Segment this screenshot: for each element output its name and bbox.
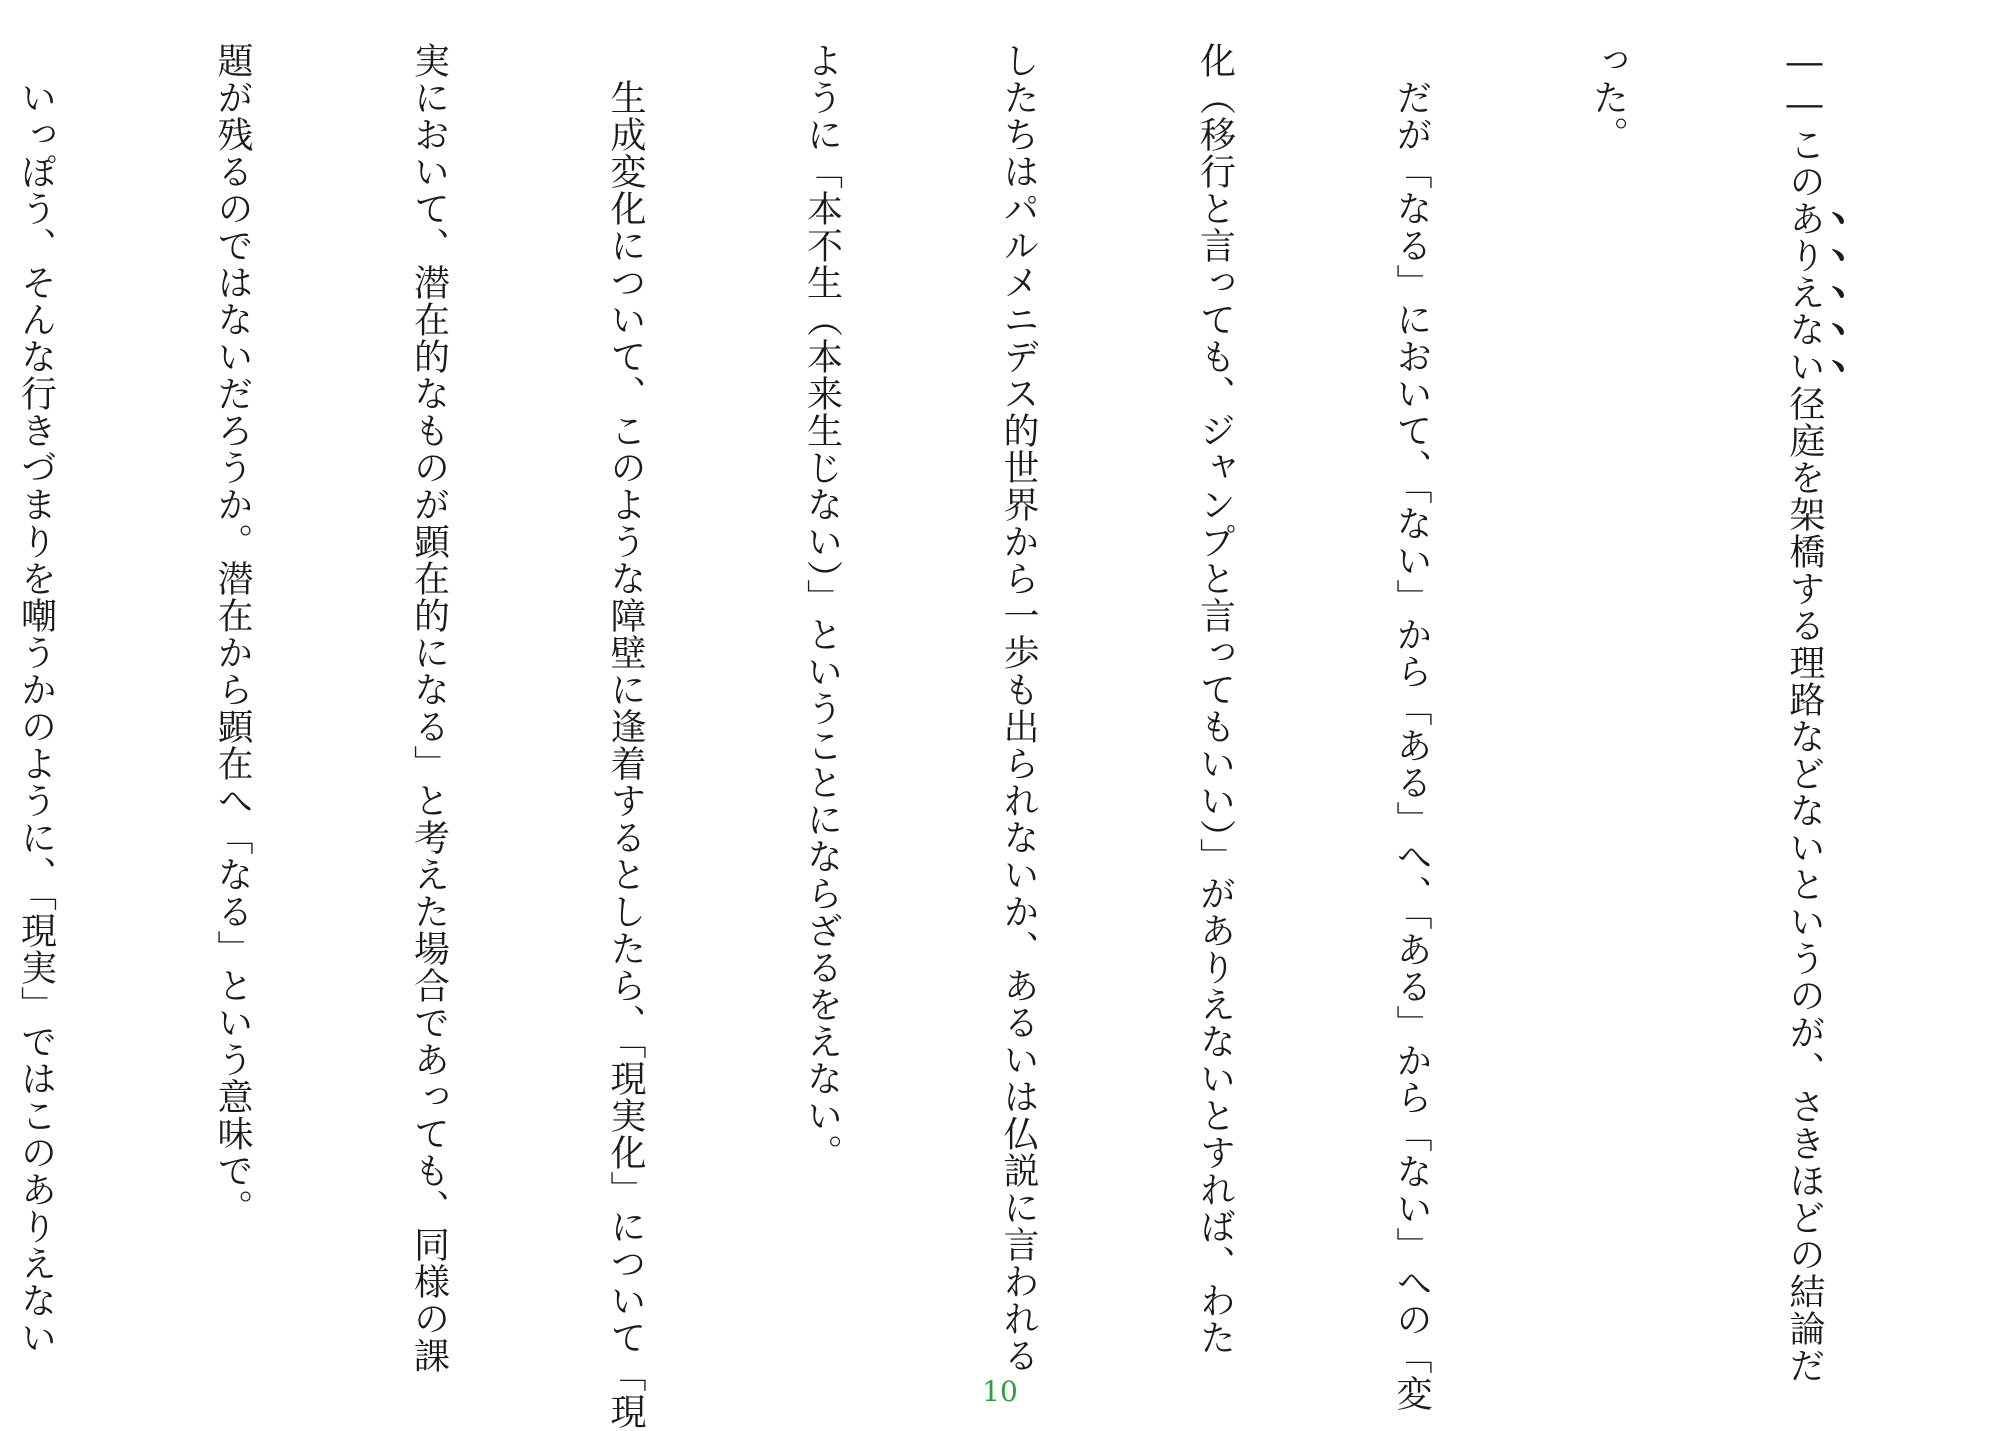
page-number: 10	[982, 1375, 1018, 1408]
text-line: したちはパルメニデス的世界から一歩も出られないか、あるいは仏説に言われる	[998, 42, 1039, 1374]
text-line: だが「なる」において、「ない」から「ある」へ、「ある」から「ない」への「変	[1391, 42, 1432, 1412]
text-line: ――このありえない径庭を架橋する理路などないというのが、さきほどの結論だ	[1784, 42, 1825, 1384]
text-line: った。	[1587, 42, 1629, 153]
text-line: 生成変化について、このような障壁に逢着するとしたら、「現実化」について「現	[605, 42, 646, 1430]
text-line: 実において、潜在的なものが顕在的になる」と考えた場合であっても、同様の課	[408, 42, 450, 1374]
text-line: 化（移行と言っても、ジャンプと言ってもいい）」がありえないとすれば、わた	[1194, 42, 1236, 1356]
emphasized-phrase: ありえない	[1784, 200, 1825, 385]
text-line: 題が残るのではないだろうか。潜在から顕在へ「なる」という意味で。	[212, 42, 253, 1226]
text-line: いっぽう、そんな行きづまりを嘲うかのように、「現実」ではこのありえない	[15, 42, 57, 1356]
text-line: ように「本不生（本来生じない）」ということにならざるをえない。	[801, 42, 843, 1171]
